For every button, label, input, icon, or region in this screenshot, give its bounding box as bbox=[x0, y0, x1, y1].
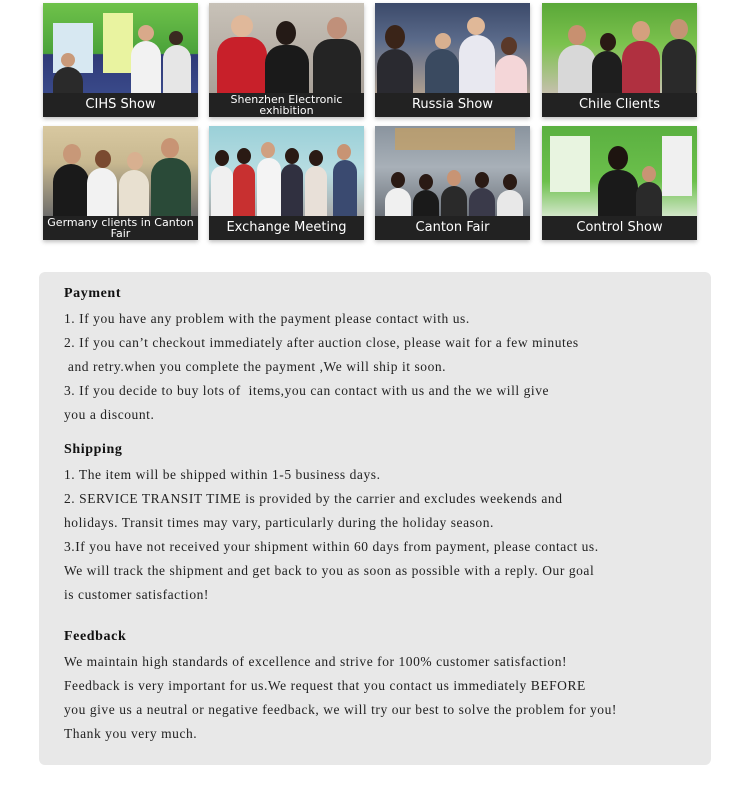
gallery-caption: Shenzhen Electronic exhibition bbox=[209, 93, 364, 117]
gallery-caption: Germany clients in Canton Fair bbox=[43, 216, 198, 240]
gallery-tile-canton-fair bbox=[375, 126, 530, 240]
gallery-tile-exchange-meeting bbox=[209, 126, 364, 240]
payment-text bbox=[64, 307, 704, 427]
policy-line: you give us a neutral or negative feedback, we will try our best to solve the problem for you! bbox=[64, 702, 617, 717]
gallery-tile-cihs-show bbox=[43, 3, 198, 117]
exhibition-photo bbox=[43, 126, 198, 218]
gallery-caption: Canton Fair bbox=[375, 216, 530, 240]
payment-heading: Payment bbox=[64, 286, 122, 301]
policy-line: 1. If you have any problem with the payment please contact with us. bbox=[64, 311, 470, 326]
policy-line: We maintain high standards of excellence and strive for 100% customer satisfaction! bbox=[64, 654, 568, 669]
exhibition-photo bbox=[209, 3, 364, 95]
exhibition-gallery bbox=[0, 0, 750, 250]
gallery-tile-germany-clients bbox=[43, 126, 198, 240]
gallery-caption: CIHS Show bbox=[43, 93, 198, 117]
exhibition-photo bbox=[375, 3, 530, 95]
policy-line: 3. If you decide to buy lots of items,you can contact with us and the we will give bbox=[64, 383, 550, 398]
policy-line: Feedback is very important for us.We request that you contact us immediately BEFORE bbox=[64, 678, 586, 693]
exhibition-photo bbox=[209, 126, 364, 218]
store-policy-panel bbox=[39, 272, 711, 765]
gallery-caption: Russia Show bbox=[375, 93, 530, 117]
exhibition-photo bbox=[43, 3, 198, 95]
policy-line: holidays. Transit times may vary, particularly during the holiday season. bbox=[64, 515, 494, 530]
gallery-caption: Chile Clients bbox=[542, 93, 697, 117]
policy-line: Thank you very much. bbox=[64, 726, 198, 741]
policy-line: you a discount. bbox=[64, 407, 155, 422]
policy-line: 1. The item will be shipped within 1-5 business days. bbox=[64, 467, 381, 482]
feedback-text bbox=[64, 650, 704, 746]
gallery-tile-chile-clients bbox=[542, 3, 697, 117]
policy-line: We will track the shipment and get back to you as soon as possible with a reply. Our goal bbox=[64, 563, 595, 578]
gallery-tile-control-show bbox=[542, 126, 697, 240]
policy-line: is customer satisfaction! bbox=[64, 587, 209, 602]
exhibition-photo bbox=[542, 3, 697, 95]
gallery-tile-russia-show bbox=[375, 3, 530, 117]
policy-line: 2. If you can’t checkout immediately after auction close, please wait for a few minutes bbox=[64, 335, 579, 350]
policy-line: and retry.when you complete the payment ,We will ship it soon. bbox=[64, 359, 447, 374]
shipping-heading: Shipping bbox=[64, 442, 123, 457]
gallery-caption: Control Show bbox=[542, 216, 697, 240]
gallery-tile-shenzhen-electronic bbox=[209, 3, 364, 117]
feedback-heading: Feedback bbox=[64, 629, 127, 644]
exhibition-photo bbox=[375, 126, 530, 218]
shipping-text bbox=[64, 463, 704, 607]
policy-line: 3.If you have not received your shipment within 60 days from payment, please contact us. bbox=[64, 539, 599, 554]
exhibition-photo bbox=[542, 126, 697, 218]
policy-line: 2. SERVICE TRANSIT TIME is provided by the carrier and excludes weekends and bbox=[64, 491, 563, 506]
gallery-caption: Exchange Meeting bbox=[209, 216, 364, 240]
